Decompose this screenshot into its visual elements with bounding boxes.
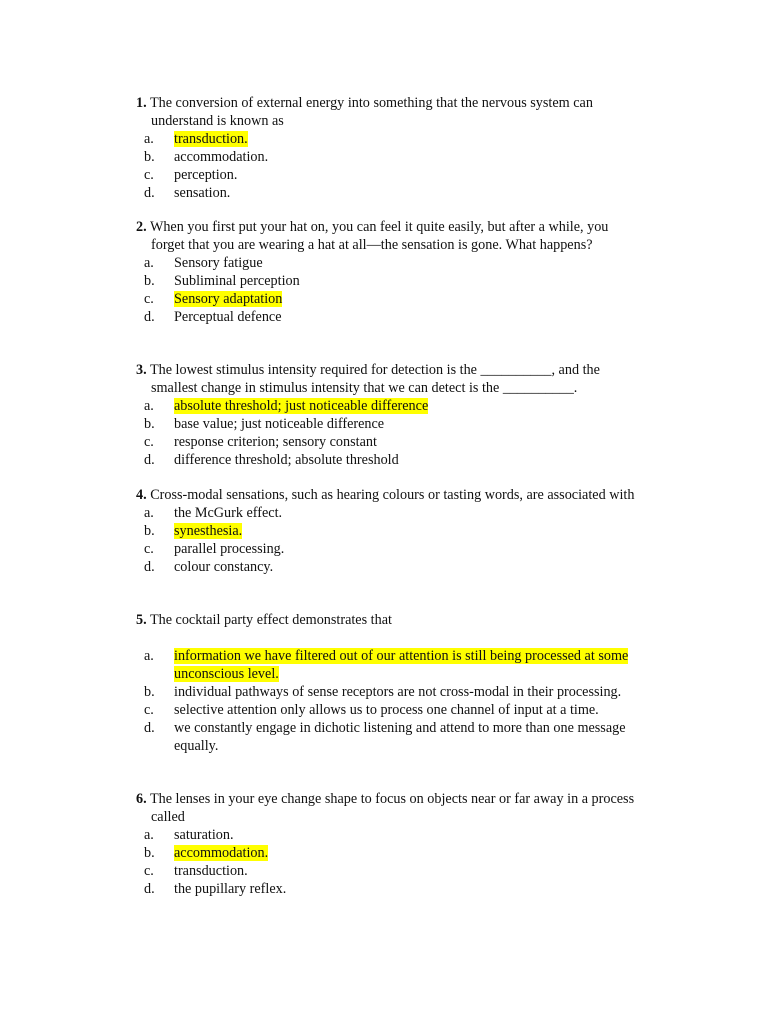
option-letter: c.	[144, 702, 154, 718]
option-letter: b.	[144, 149, 155, 165]
question-3	[136, 361, 641, 469]
option-text: parallel processing.	[174, 541, 285, 557]
option-text: sensation.	[174, 185, 231, 201]
option-letter: c.	[144, 541, 154, 557]
question-text: The conversion of external energy into something that the nervous system can understand is known as	[149, 95, 593, 129]
option-text: the pupillary reflex.	[174, 881, 287, 897]
question-4	[136, 486, 641, 576]
option-text-highlighted: absolute threshold; just noticeable difference	[174, 398, 429, 414]
option-letter: b.	[144, 273, 155, 289]
blank-line	[136, 629, 641, 647]
options-list	[136, 647, 641, 755]
option-a	[136, 826, 641, 844]
option-text-highlighted: synesthesia.	[174, 523, 243, 539]
options-list	[136, 254, 641, 326]
option-letter: b.	[144, 416, 155, 432]
option-letter: a.	[144, 398, 154, 414]
option-text: transduction.	[174, 863, 248, 879]
option-text: selective attention only allows us to process one channel of input at a time.	[174, 702, 599, 718]
option-c	[136, 862, 641, 880]
option-text: Sensory fatigue	[174, 255, 263, 271]
option-text: response criterion; sensory constant	[174, 434, 377, 450]
question-number: 5.	[136, 612, 147, 628]
option-text: saturation.	[174, 827, 234, 843]
options-list	[136, 826, 641, 898]
question-number: 2.	[136, 219, 147, 235]
option-letter: a.	[144, 255, 154, 271]
option-letter: d.	[144, 559, 155, 575]
option-c	[136, 701, 641, 719]
option-c	[136, 290, 641, 308]
question-stem	[136, 486, 641, 504]
question-text: The cocktail party effect demonstrates that	[149, 612, 392, 628]
option-c	[136, 166, 641, 184]
option-letter: b.	[144, 684, 155, 700]
option-b	[136, 148, 641, 166]
option-d	[136, 719, 641, 755]
option-letter: d.	[144, 720, 155, 736]
question-number: 1.	[136, 95, 147, 111]
option-b	[136, 522, 641, 540]
option-text-highlighted: accommodation.	[174, 845, 269, 861]
option-b	[136, 415, 641, 433]
option-d	[136, 308, 641, 326]
option-text-highlighted: Sensory adaptation	[174, 291, 283, 307]
option-letter: a.	[144, 505, 154, 521]
question-2	[136, 218, 641, 326]
option-text: colour constancy.	[174, 559, 274, 575]
option-a	[136, 647, 641, 683]
option-text-highlighted: information we have filtered out of our attention is still being processed at some unconscious level.	[174, 648, 629, 682]
option-c	[136, 433, 641, 451]
option-text-highlighted: transduction.	[174, 131, 248, 147]
option-text: difference threshold; absolute threshold	[174, 452, 399, 468]
option-letter: c.	[144, 863, 154, 879]
options-list	[136, 130, 641, 202]
options-list	[136, 397, 641, 469]
option-a	[136, 254, 641, 272]
option-letter: a.	[144, 827, 154, 843]
option-letter: c.	[144, 167, 154, 183]
question-stem	[136, 218, 641, 254]
option-letter: c.	[144, 434, 154, 450]
option-text: base value; just noticeable difference	[174, 416, 385, 432]
option-text: individual pathways of sense receptors are not cross-modal in their processing.	[174, 684, 622, 700]
option-d	[136, 184, 641, 202]
question-stem	[136, 94, 641, 130]
options-list	[136, 504, 641, 576]
question-5	[136, 611, 641, 755]
option-letter: b.	[144, 523, 155, 539]
question-text: The lowest stimulus intensity required for detection is the __________, and the smallest change in stimulus intensity that we can detect is the __________.	[149, 362, 600, 396]
option-b	[136, 683, 641, 701]
question-text: When you first put your hat on, you can feel it quite easily, but after a while, you forget that you are wearing a hat at all—the sensation is gone. What happens?	[149, 219, 609, 253]
option-a	[136, 130, 641, 148]
question-number: 6.	[136, 791, 147, 807]
question-6	[136, 790, 641, 898]
question-stem	[136, 611, 641, 629]
question-1	[136, 94, 641, 202]
option-a	[136, 504, 641, 522]
option-d	[136, 880, 641, 898]
option-b	[136, 844, 641, 862]
question-stem	[136, 790, 641, 826]
option-a	[136, 397, 641, 415]
option-c	[136, 540, 641, 558]
option-letter: d.	[144, 452, 155, 468]
option-letter: d.	[144, 309, 155, 325]
option-text: the McGurk effect.	[174, 505, 283, 521]
question-stem	[136, 361, 641, 397]
option-letter: c.	[144, 291, 154, 307]
question-text: Cross-modal sensations, such as hearing colours or tasting words, are associated with	[150, 487, 635, 503]
question-number: 4.	[136, 487, 147, 503]
option-text: accommodation.	[174, 149, 269, 165]
option-letter: b.	[144, 845, 155, 861]
option-d	[136, 451, 641, 469]
option-b	[136, 272, 641, 290]
option-letter: a.	[144, 131, 154, 147]
question-number: 3.	[136, 362, 147, 378]
option-text: we constantly engage in dichotic listening and attend to more than one message equally.	[174, 720, 626, 754]
option-d	[136, 558, 641, 576]
option-letter: d.	[144, 881, 155, 897]
option-text: Subliminal perception	[174, 273, 300, 289]
option-letter: d.	[144, 185, 155, 201]
question-text: The lenses in your eye change shape to focus on objects near or far away in a process called	[149, 791, 635, 825]
option-letter: a.	[144, 648, 154, 664]
option-text: perception.	[174, 167, 238, 183]
option-text: Perceptual defence	[174, 309, 282, 325]
